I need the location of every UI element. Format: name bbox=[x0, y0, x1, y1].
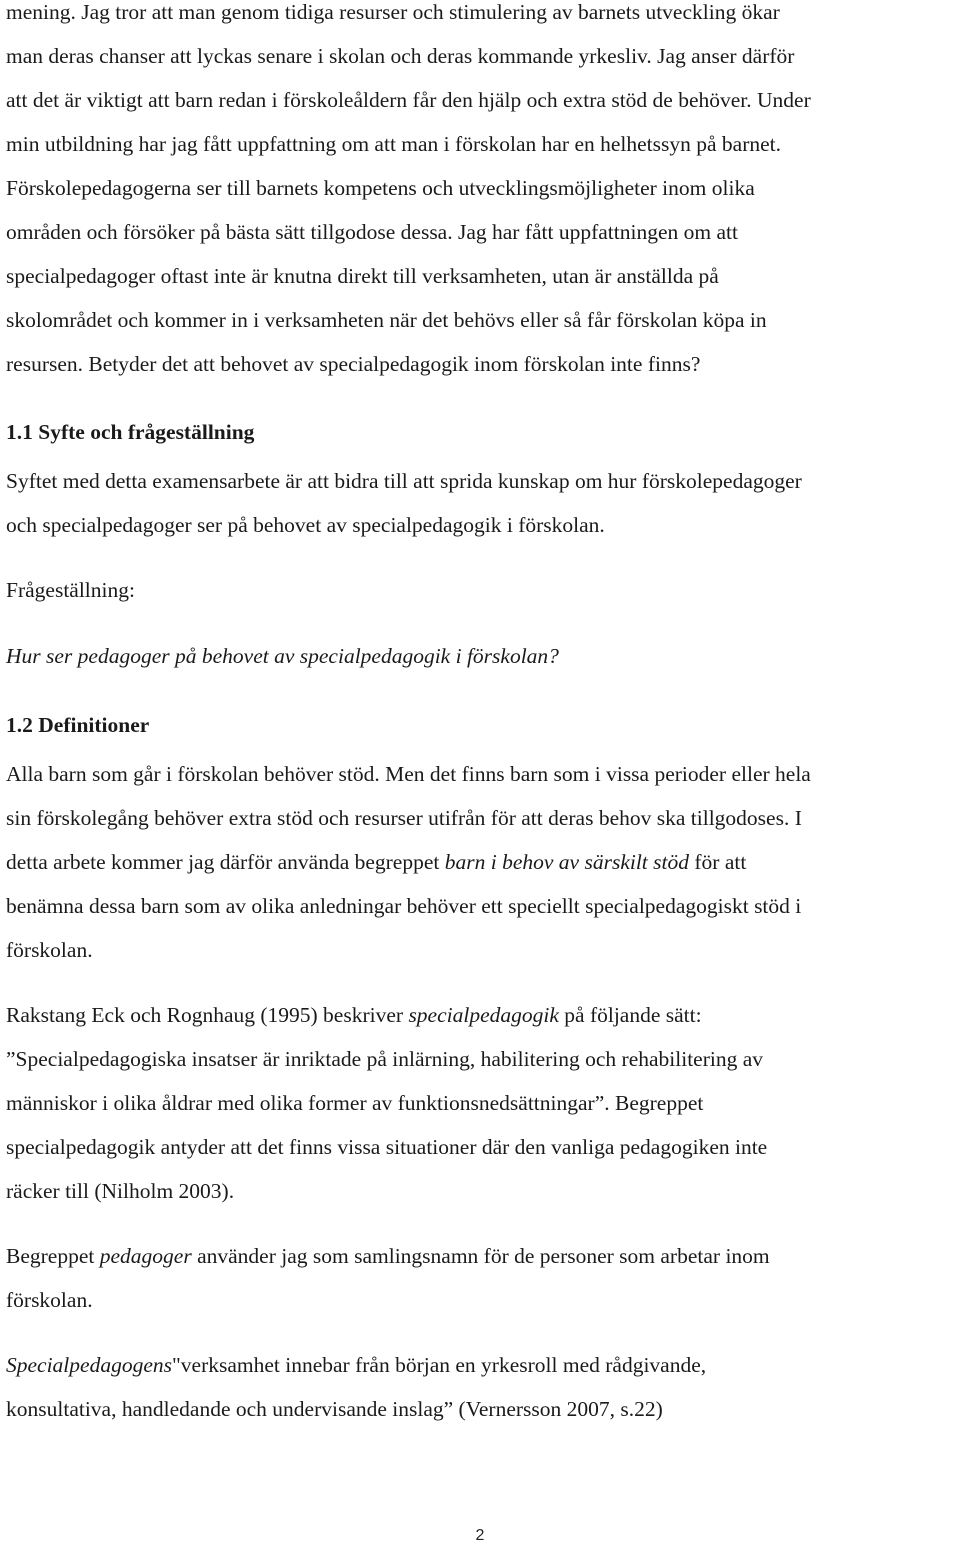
def-p1-line-3 bbox=[6, 840, 951, 884]
page-number: 2 bbox=[475, 1527, 485, 1544]
def-p1-line-1: Alla barn som går i förskolan behöver stöd. Men det finns barn som i vissa perioder eller hela bbox=[6, 762, 811, 786]
research-question bbox=[6, 634, 951, 678]
def-p3-line-1-post: använder jag som samlingsnamn för de personer som arbetar inom bbox=[191, 1244, 770, 1268]
def-p1-line-5: förskolan. bbox=[6, 938, 93, 962]
def-p4-line-1-post: "verksamhet innebar från början en yrkesroll med rådgivande, bbox=[172, 1353, 707, 1377]
section-heading-syfte: 1.1 Syfte och frågeställning bbox=[6, 420, 255, 444]
def-p3-line-1-pre: Begreppet bbox=[6, 1244, 100, 1268]
intro-line-2: man deras chanser att lyckas senare i skolan och deras kommande yrkesliv. Jag anser därför bbox=[6, 44, 795, 68]
intro-line-9: resursen. Betyder det att behovet av specialpedagogik inom förskolan inte finns? bbox=[6, 352, 701, 376]
syfte-line-2: och specialpedagoger ser på behovet av specialpedagogik i förskolan. bbox=[6, 513, 605, 537]
intro-line-8: skolområdet och kommer in i verksamheten när det behövs eller så får förskolan köpa in bbox=[6, 308, 767, 332]
def-p2-line-4: specialpedagogik antyder att det finns vissa situationer där den vanliga pedagogiken inte bbox=[6, 1135, 768, 1159]
def-p2-line-1-pre: Rakstang Eck och Rognhaug (1995) beskriver bbox=[6, 1003, 409, 1027]
section-heading-definitioner: 1.2 Definitioner bbox=[6, 713, 150, 737]
intro-line-5: Förskolepedagogerna ser till barnets kompetens och utvecklingsmöjligheter inom olika bbox=[6, 176, 755, 200]
def-p1-line-3-pre: detta arbete kommer jag därför använda begreppet bbox=[6, 850, 445, 874]
def-p4-line-1 bbox=[6, 1343, 951, 1387]
def-p2-line-3: människor i olika åldrar med olika former av funktionsnedsättningar”. Begreppet bbox=[6, 1091, 704, 1115]
term-barn-i-behov: barn i behov av särskilt stöd bbox=[444, 850, 689, 874]
def-p2-line-5: räcker till (Nilholm 2003). bbox=[6, 1179, 235, 1203]
term-pedagoger: pedagoger bbox=[99, 1244, 192, 1268]
term-specialpedagogens: Specialpedagogens bbox=[6, 1353, 172, 1377]
research-question-text: Hur ser pedagoger på behovet av specialpedagogik i förskolan? bbox=[6, 644, 559, 668]
def-p3-line-1 bbox=[6, 1234, 951, 1278]
syfte-line-1: Syftet med detta examensarbete är att bidra till att sprida kunskap om hur förskolepedagoger bbox=[6, 469, 802, 493]
intro-line-7: specialpedagoger oftast inte är knutna direkt till verksamheten, utan är anställda på bbox=[6, 264, 719, 288]
intro-line-1: mening. Jag tror att man genom tidiga resurser och stimulering av barnets utveckling ökar bbox=[6, 0, 780, 24]
intro-line-4: min utbildning har jag fått uppfattning om att man i förskolan har en helhetssyn på barnet. bbox=[6, 132, 782, 156]
question-label: Frågeställning: bbox=[6, 578, 135, 602]
def-p1-line-2: sin förskolegång behöver extra stöd och resurser utifrån för att deras behov ska tillgodoses. I bbox=[6, 806, 802, 830]
def-p4-line-2: konsultativa, handledande och undervisande inslag” (Vernersson 2007, s.22) bbox=[6, 1397, 663, 1421]
intro-line-3: att det är viktigt att barn redan i förskoleåldern får den hjälp och extra stöd de behöver. Under bbox=[6, 88, 811, 112]
def-p2-line-1-post: på följande sätt: bbox=[558, 1003, 702, 1027]
def-p1-line-3-post: för att bbox=[689, 850, 747, 874]
def-p3-line-2: förskolan. bbox=[6, 1288, 93, 1312]
def-p1-line-4: benämna dessa barn som av olika anledningar behöver ett speciellt specialpedagogiskt stöd i bbox=[6, 894, 802, 918]
def-p2-line-2: ”Specialpedagogiska insatser är inriktade på inlärning, habilitering och rehabilitering av bbox=[6, 1047, 764, 1071]
term-specialpedagogik: specialpedagogik bbox=[408, 1003, 559, 1027]
def-p2-line-1 bbox=[6, 993, 951, 1037]
intro-line-6: områden och försöker på bästa sätt tillgodose dessa. Jag har fått uppfattningen om att bbox=[6, 220, 738, 244]
